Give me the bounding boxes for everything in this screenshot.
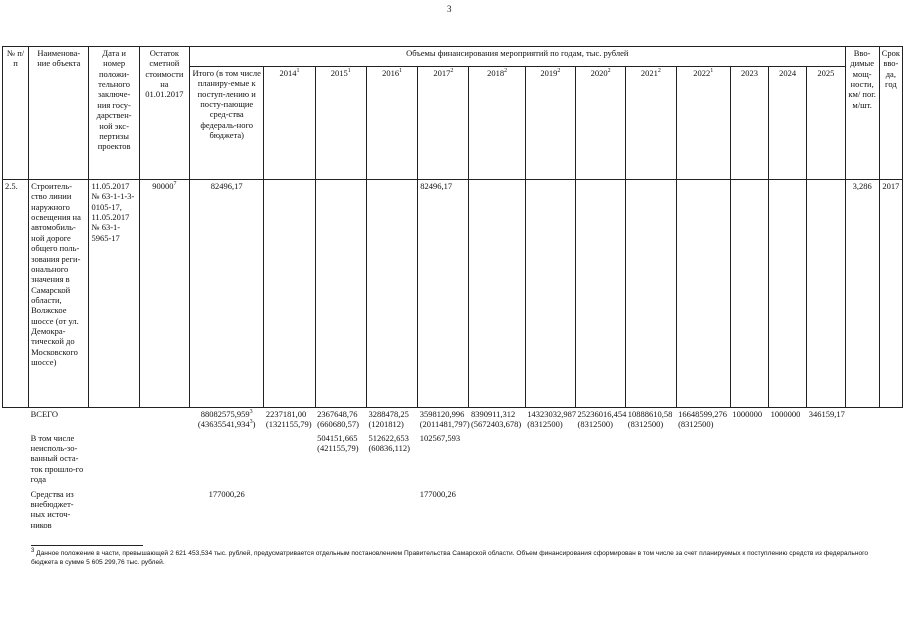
header-year: 2017$^2$ [418,66,469,179]
total-2024: 1000000 [770,409,801,419]
header-year: 2022$^1$ [676,66,730,179]
header-year: 2020$^2$ [576,66,626,179]
header-year: 2016$^1$ [366,66,417,179]
total-2023: 1000000 [732,409,763,419]
total-2017: 3598120,996 (2011481,797) [419,409,470,430]
total-2020: 25236016,454 (8312500) [577,409,627,430]
unused-2017: 102567,593 [419,432,461,443]
header-row-1 [3,47,903,67]
total-2016: 3288478,25 (1201812) [368,409,409,430]
page-number: 3 [447,4,452,14]
extra-label: Средства из внебюджет-ных источ-ников [30,488,74,530]
object-2017: 82496,17 [418,180,469,408]
extra-2017: 177000,26 [419,488,456,499]
extra-total: 177000,26 [208,488,245,499]
object-date: 11.05.2017 № 63-1-1-3-0105-17, 11.05.2017 № 63-1-5965-17 [89,180,139,408]
unused-2016: 512622,653 (60836,112) [368,432,410,453]
footnote: $^3$ Данное положение в части, превышающей 2 621 453,534 тыс. рублей, предусматривается отдельным постановлением Правительства Самарской области. Объем финансирования сформирован в том числе за счет планируемых к поступлению средств из федерального бюджета в сумме 5 605 299,76 тыс. рублей. [31,548,869,566]
header-year: 2021$^2$ [626,66,676,179]
header-date: Дата и номер положи-тельного заключе-ния госу-дарствен-ной экс-пертизы проектов [89,47,139,180]
total-2014: 2237181,00 (1321155,79) [265,409,312,430]
header-year: 2023 [730,66,768,179]
header-year: 2025 [807,66,845,179]
financing-table [2,46,903,534]
table-row-extra [3,488,903,534]
object-total: 82496,17 [190,180,264,408]
header-group-title: Объемы финансирования мероприятий по годам, тыс. рублей [190,47,846,67]
total-2025: 346159,17 [808,409,845,419]
total-label: ВСЕГО [30,409,59,419]
header-num: № п/п [3,47,29,180]
unused-label: В том числе неисполь-зо-ванный оста-ток прошло-го года [30,432,84,484]
total-2021: 10888610,58 (8312500) [627,409,673,430]
header-year: 2015$^1$ [315,66,366,179]
header-capacity: Вво-димые мощ-ности, км/ пог. м/шт. [845,47,879,180]
total-2019: 14323032,987 (8312500) [527,409,577,430]
table-row-unused [3,432,903,488]
table-row-total [3,408,903,432]
object-num: 2.5. [3,180,29,408]
header-term: Срок вво-да, год [879,47,902,180]
object-cost: 90000$^7$ [139,180,189,408]
header-name: Наименова-ние объекта [29,47,89,180]
table-row-object [3,180,903,408]
header-total: Итого (в том числе планиру-емые к поступ-лению и посту-пающие сред-ства федераль-ного бюджета) [190,66,264,179]
header-cost: Остаток сметной стоимости на 01.01.2017 [139,47,189,180]
object-capacity: 3,286 [845,180,879,408]
total-total: 88082575,959$^3$ (43635541,934$^3$) [197,409,256,430]
unused-2015: 504151,665 (421155,79) [317,432,359,453]
total-2018: 8390911,312 (5672403,678) [470,409,522,430]
header-year: 2019$^2$ [525,66,575,179]
total-2015: 2367648,76 (660680,57) [317,409,359,430]
footnote-divider [31,545,143,546]
total-2022: 16648599,276 (8312500) [678,409,727,430]
header-year: 2018$^2$ [469,66,525,179]
object-term: 2017 [879,180,902,408]
header-year: 2024 [769,66,807,179]
object-name: Строитель-ство линии наружного освещения на автомобиль-ной дороге общего поль-зования реги-онального значения в Самарской области, Волжское шоссе (от ул. Демокра-тической до Московского шоссе) [29,180,89,408]
header-year: 2014$^1$ [264,66,315,179]
